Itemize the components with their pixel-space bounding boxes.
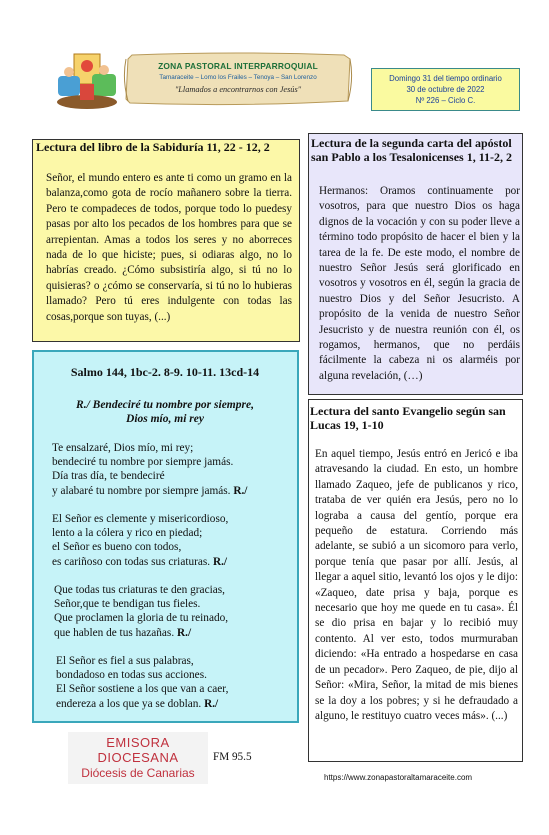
psalm-heading: Salmo 144, 1bc-2. 8-9. 10-11. 13cd-14 bbox=[70, 365, 260, 379]
antiphon-line: R./ Bendeciré tu nombre por siempre, bbox=[76, 399, 254, 411]
pastoral-zone-banner bbox=[122, 49, 354, 111]
psalm-stanza bbox=[52, 512, 292, 569]
zone-title: ZONA PASTORAL INTERPARROQUIAL bbox=[158, 61, 318, 71]
epistle-heading: Lectura de la segunda carta del apóstol san Pablo a los Tesalonicenses 1, 11-2, 2 bbox=[311, 136, 513, 164]
stanza-line: Día tras día, te bendeciré bbox=[52, 470, 165, 483]
response-mark: R./ bbox=[176, 626, 192, 639]
response-mark: R./ bbox=[204, 697, 219, 710]
stanza-line: Que proclamen la gloria de tu reinado, bbox=[54, 612, 229, 625]
date-line: 30 de octubre de 2022 bbox=[406, 85, 485, 94]
stanza-line: Te ensalzaré, Dios mío, mi rey; bbox=[52, 442, 194, 454]
stanza-line: el Señor es bueno con todos, bbox=[52, 541, 182, 554]
date-box bbox=[371, 68, 520, 111]
radio-station-logo bbox=[68, 732, 208, 784]
stanza-line: El Señor es fiel a sus palabras, bbox=[56, 655, 194, 667]
website-link[interactable]: https://www.zonapastoraltamaraceite.com bbox=[324, 773, 473, 782]
issue-line: Nº 226 – Ciclo C. bbox=[415, 96, 476, 105]
stanza-line: lento a la cólera y rico en piedad; bbox=[52, 527, 203, 540]
psalm-stanza bbox=[56, 654, 296, 711]
stanza-line: El Señor es clemente y misericordioso, bbox=[52, 513, 229, 525]
radio-frequency: FM 95.5 bbox=[213, 751, 252, 763]
stanza-line: endereza a los que ya se doblan. R./ bbox=[56, 697, 219, 710]
stanza-line: es cariñoso con todas sus criaturas. R./ bbox=[52, 555, 228, 568]
gospel-text: En aquel tiempo, Jesús entró en Jericó e iba atravesando la ciudad. En esto, un hombre llamado Zaqueo, jefe de publicanos y rico, trataba de ver quién era Jesús, pero no lo lograba a causa del gentío, porque era pequeño de estatura. Corriendo más adelante, se subió a un sicomoro para verlo, porque tenía que pasar por allí. Jesús, al llegar a aquel sitio, levantó los ojos y le dijo: «Zaqueo, date prisa y baja, porque es necesario que hoy me quede en tu casa». Él se dio prisa en bajar y lo recibió muy contento. Al ver esto, todos murmuraban diciendo: «Ha entrado a hospedarse en casa de un pecador». Pero Zaqueo, de pie, dijo al Señor: «Mira, Señor, la mitad de mis bienes se la doy a los pobres; y si he defraudado a alguno, le restituyo cuatro veces más». (...) bbox=[315, 448, 518, 722]
stanza-line: bondadoso en todas sus acciones. bbox=[56, 669, 207, 682]
radio-line: EMISORA bbox=[106, 735, 170, 750]
gospel-heading: Lectura del santo Evangelio según san Lucas 19, 1-10 bbox=[310, 404, 506, 432]
stanza-line: y alabaré tu nombre por siempre jamás. R./ bbox=[52, 484, 248, 497]
antiphon-line: Dios mío, mi rey bbox=[126, 413, 204, 425]
zone-places: Tamaraceite – Lomo los Frailes – Tenoya – San Lorenzo bbox=[159, 74, 317, 81]
psalm-antiphon bbox=[34, 398, 296, 426]
stanza-line: El Señor sostiene a los que van a caer, bbox=[56, 683, 229, 696]
date-line: Domingo 31 del tiempo ordinario bbox=[389, 74, 502, 83]
psalm-stanza bbox=[52, 441, 292, 498]
response-mark: R./ bbox=[212, 555, 228, 568]
wisdom-text: Señor, el mundo entero es ante ti como un gramo en la balanza,como gota de rocío mañanero sobre la tierra. Pero te compadeces de todos, porque todo lo puedesy pasas por alto los pecados de los hombres para que se arrepientan. Amas a todos los seres y no aborreces nada de lo que hiciste; pues, si odiaras algo, no lo habrías creado. ¿Cómo subsistiría algo, si tú no lo quisieras? o ¿cómo se conservaría, si tú no lo hubieras llamado? Pero tú eres indulgente con todas las cosas,porque son tuyas, (...) bbox=[46, 172, 292, 323]
stanza-line: bendeciré tu nombre por siempre jamás. bbox=[52, 456, 234, 469]
wisdom-heading: Lectura del libro de la Sabiduría 11, 22 - 12, 2 bbox=[36, 140, 270, 154]
stanza-line: Que todas tus criaturas te den gracias, bbox=[54, 584, 225, 596]
stanza-line: Señor,que te bendigan tus fieles. bbox=[54, 598, 201, 611]
radio-line: DIOCESANA bbox=[97, 750, 179, 765]
stanza-line: que hablen de tus hazañas. R./ bbox=[54, 626, 192, 639]
radio-line: Diócesis de Canarias bbox=[81, 766, 195, 780]
psalm-stanza bbox=[54, 583, 294, 640]
epistle-text: Hermanos: Oramos continuamente por vosotros, para que nuestro Dios os haga dignos de la vocación y con su poder lleve a término todo propósito de hacer el bien y la tarea de la fe. De este modo, el nombre de nuestro Señor Jesús será glorificado en vosotros y vosotros en él, según la gracia de nuestro Dios y del Señor Jesucristo. A propósito de la venida de nuestro Señor Jesucristo y de nuestra reunión con él, os rogamos, hermanos, que no perdáis fácilmente la cabeza ni os alarméis por alguna revelación, (…) bbox=[319, 185, 520, 382]
response-mark: R./ bbox=[233, 484, 248, 497]
zone-motto: "Llamados a encontrarnos con Jesús" bbox=[174, 85, 302, 94]
parish-logo-icon bbox=[52, 50, 122, 112]
